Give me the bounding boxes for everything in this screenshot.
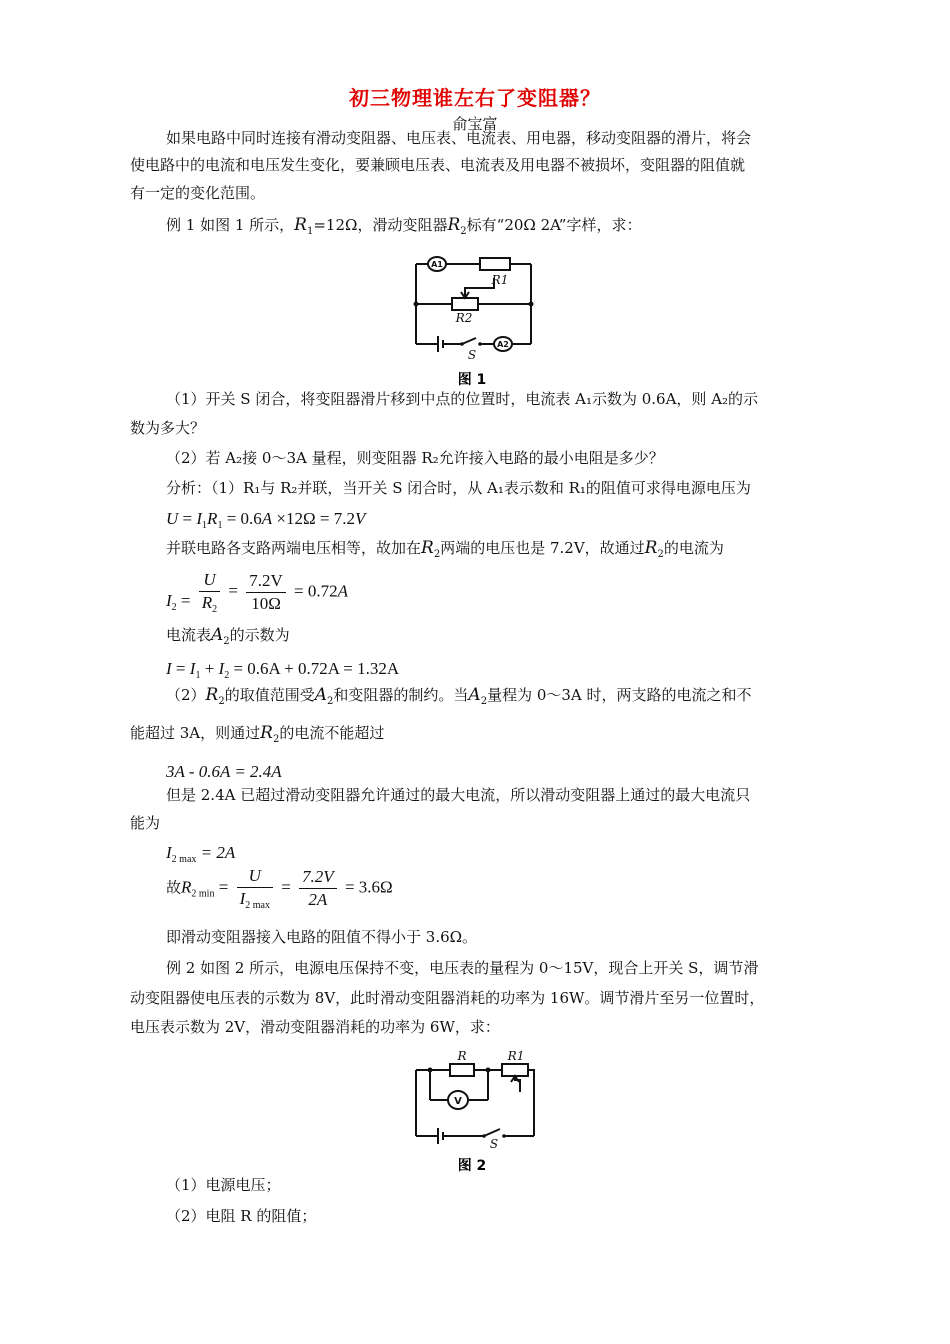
switch-s-2 — [484, 1129, 500, 1136]
equation-i2-max: $I_{2 max} = 2A$ — [166, 843, 236, 865]
label-a2: A2 — [497, 340, 509, 349]
intro-line-2: 使电路中的电流和电压发生变化，要兼顾电压表、电流表及用电器不被损坏，变阻器的阻值就 — [130, 156, 746, 174]
figure-1-circuit — [410, 252, 540, 388]
ammeter-a2-reading-intro: 电流表$A_2$的示数为 — [166, 625, 290, 647]
parallel-explanation: 并联电路各支路两端电压相等，故加在$R_2$两端的电压也是 7.2V，故通过$R_2$的电流为 — [166, 538, 724, 560]
figure-2-caption: 图 2 — [457, 1158, 487, 1174]
example-1-statement: 例 1 如图 1 所示，$R_1=12\Omega$，滑动变阻器$R_2$标有“20Ω 2A”字样，求： — [166, 215, 642, 237]
equation-total-current: $I = I_1 + I_2 = 0.6A + 0.72A = 1.32A$ — [166, 659, 400, 681]
part-2-line-2: 能超过 3A，则通过$R_2$的电流不能超过 — [130, 723, 385, 745]
analysis-1: 分析：（1）R₁与 R₂并联，当开关 S 闭合时，从 A₁表示数和 R₁的阻值可求得电源电压为 — [166, 479, 751, 497]
question-1-line-2: 数为多大？ — [130, 419, 206, 437]
label-a1: A1 — [431, 260, 443, 269]
question-1-line-1: （1）开关 S 闭合，将变阻器滑片移到中点的位置时，电流表 A₁示数为 0.6A，则 A₂的示 — [166, 390, 759, 408]
equation-r2-min: 故$R_{2 min}$ = $\frac{U}{I_{2 max}}$ = $\frac{7.2V}{2A}$ = 3.6Ω — [166, 866, 393, 911]
example-2-question-1: （1）电源电压； — [166, 1176, 281, 1194]
label-r1-fig2: R1 — [507, 1050, 525, 1063]
label-s: S — [467, 348, 477, 362]
question-2: （2）若 A₂接 0～3A 量程，则变阻器 R₂允许接入电路的最小电阻是多少？ — [166, 449, 664, 467]
intro-line-3: 有一定的变化范围。 — [130, 184, 266, 202]
max-current-line-1: 但是 2.4A 已超过滑动变阻器允许通过的最大电流，所以滑动变阻器上通过的最大电流只 — [166, 786, 751, 804]
r1-resistor — [480, 258, 510, 270]
figure-1-caption: 图 1 — [457, 372, 487, 388]
equation-source-voltage: $U = I_1R_1 = 0.6A \times 12\Omega = 7.2V$ — [166, 509, 366, 531]
example-2-question-2: （2）电阻 R 的阻值； — [166, 1207, 317, 1225]
document-title: 初三物理谁左右了变阻器？ — [349, 86, 601, 110]
label-r1: R1 — [491, 273, 509, 287]
r-resistor — [450, 1064, 474, 1076]
example-2-line-2: 动变阻器使电压表的示数为 8V，此时滑动变阻器消耗的功率为 16W。调节滑片至另一位置时， — [130, 989, 765, 1007]
example-2-line-1: 例 2 如图 2 所示，电源电压保持不变，电压表的量程为 0～15V，现合上开关 S，调节滑 — [166, 959, 759, 977]
max-current-line-2: 能为 — [130, 814, 161, 832]
label-s-fig2: S — [489, 1137, 499, 1151]
author-name: 俞宝富 — [452, 115, 498, 133]
switch-s — [462, 338, 476, 344]
equation-subtraction: 3A - 0.6A = 2.4A — [166, 762, 282, 781]
figure-2-circuit — [410, 1050, 540, 1180]
conclusion: 即滑动变阻器接入电路的阻值不得小于 3.6Ω。 — [166, 928, 478, 946]
part-2-line-1: $(2)R_2$的取值范围受$A_2$和变阻器的制约。当$A_2$量程为 0～3A 时，两支路的电流之和不 — [166, 685, 752, 707]
example-2-line-3: 电压表示数为 2V，滑动变阻器消耗的功率为 6W，求： — [130, 1018, 500, 1036]
equation-i2: $I_2$ = $\frac{U}{R_2}$ = $\frac{7.2V}{10\Omega}$ = 0.72A — [166, 570, 349, 615]
label-v: V — [454, 1096, 462, 1107]
label-r2: R2 — [455, 311, 473, 325]
label-r: R — [457, 1050, 467, 1063]
intro-line-1: 如果电路中同时连接有滑动变阻器、电压表、电流表、用电器，移动变阻器的滑片，将会 — [166, 129, 752, 147]
